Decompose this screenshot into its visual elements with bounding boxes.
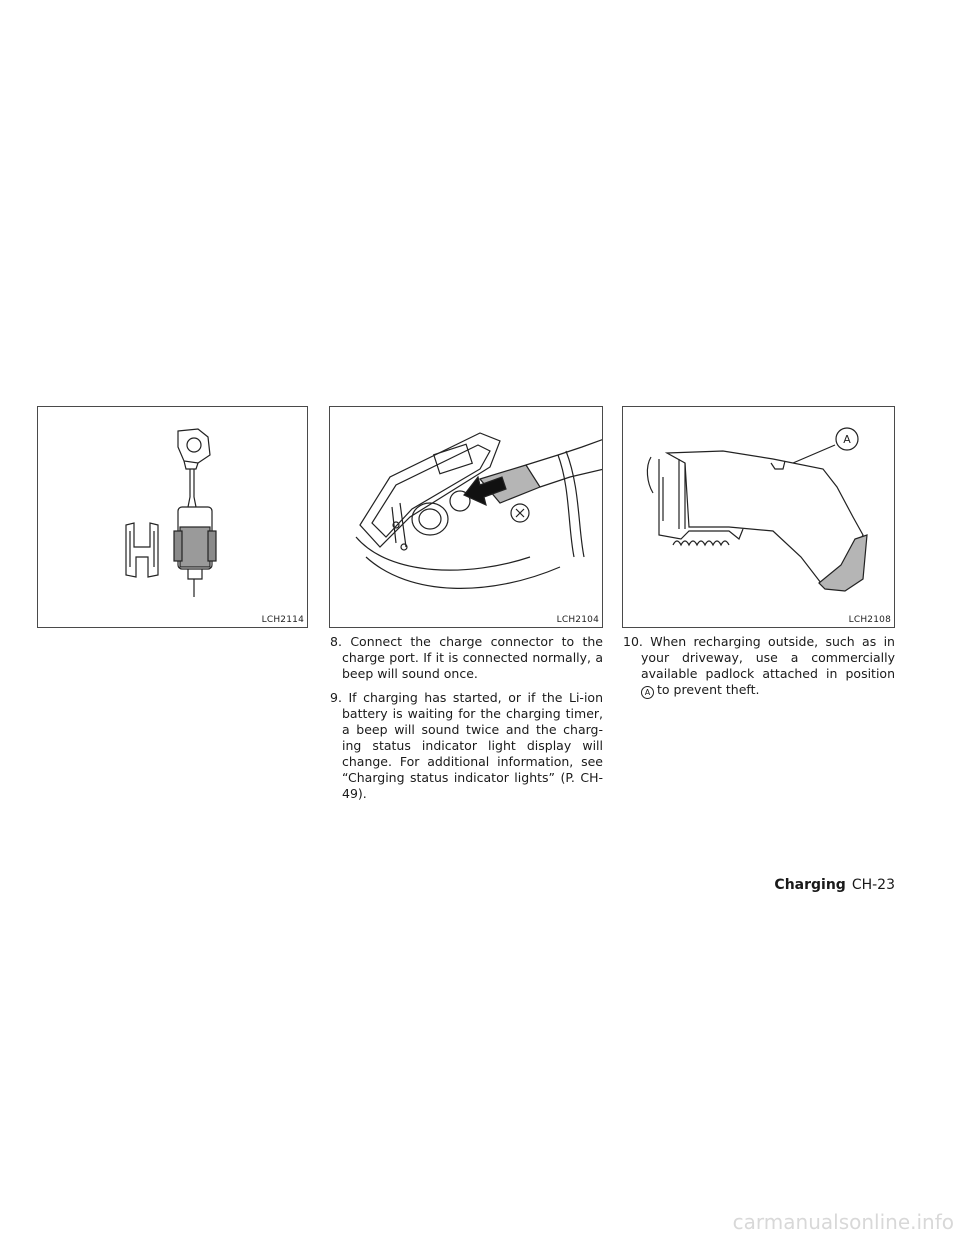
page-number: CH-23 bbox=[851, 877, 895, 893]
page-footer bbox=[774, 877, 895, 893]
watermark: carmanualsonline.info bbox=[732, 1210, 954, 1234]
step-10 bbox=[623, 634, 895, 699]
step-number: 9. bbox=[330, 690, 342, 705]
figure-connect-charge-port bbox=[329, 406, 603, 628]
step-text: If charging has started, or if the Li-ion battery is waiting for the charging timer, a beep will sound twice and the charg- ing status indicator light display will change. For additional information, see “Charging status indicator lights” (P. CH-49). bbox=[342, 690, 603, 801]
section-title: Charging bbox=[774, 877, 846, 893]
figure-code: LCH2108 bbox=[848, 615, 891, 625]
step-8 bbox=[330, 634, 603, 682]
step-text: Connect the charge connector to the charge port. If it is connected normally, a beep will sound once. bbox=[342, 634, 603, 681]
step-9 bbox=[330, 690, 603, 802]
instructions-column-right bbox=[623, 634, 895, 707]
step-text-continued: to prevent theft. bbox=[657, 682, 760, 697]
figure-padlock-position bbox=[622, 406, 895, 628]
figure-code: LCH2114 bbox=[261, 615, 304, 625]
callout-a-marker bbox=[623, 407, 895, 628]
step-text: When recharging outside, such as in your driveway, use a commercially available padlock attached in position bbox=[641, 634, 895, 681]
cable-holder-illustration bbox=[38, 407, 308, 628]
callout-a-icon: A bbox=[641, 686, 654, 699]
charge-port-illustration bbox=[330, 407, 603, 628]
instructions-column-middle bbox=[330, 634, 603, 810]
step-number: 8. bbox=[330, 634, 342, 649]
step-number: 10. bbox=[623, 634, 643, 649]
callout-a-label: A bbox=[843, 433, 851, 446]
figure-charge-cable-holder bbox=[37, 406, 308, 628]
figure-code: LCH2104 bbox=[556, 615, 599, 625]
